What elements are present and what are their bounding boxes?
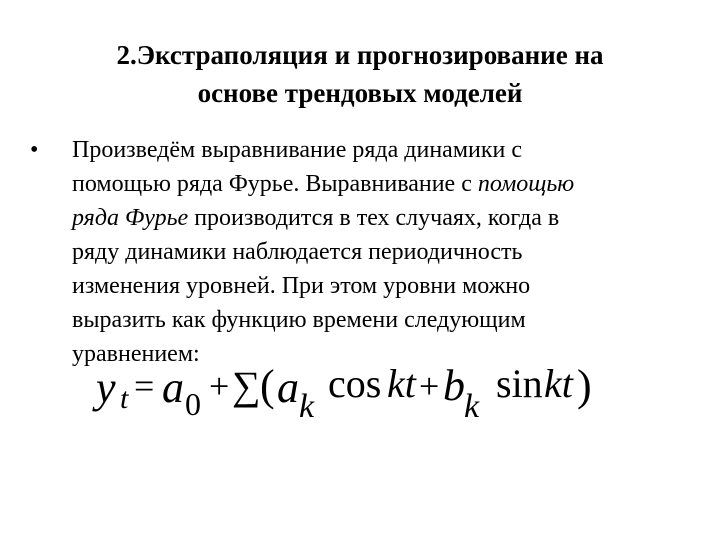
paragraph-line-6: выразить как функцию времени следующим (72, 307, 526, 333)
title-line-2: основе трендовых моделей (197, 78, 523, 108)
formula-k-subscript-2: k (464, 388, 480, 425)
formula-plus-2: + (419, 366, 440, 406)
paragraph-line-4: ряду динамики наблюдается периодичность (72, 239, 523, 265)
title-line-1: 2.Экстраполяция и прогнозирование на (116, 40, 604, 70)
formula-kt-2: kt (544, 361, 573, 406)
fourier-formula (96, 360, 656, 430)
formula-left-paren: ( (260, 361, 275, 410)
paragraph-line-3 (72, 201, 702, 235)
formula-ak: a (277, 363, 299, 412)
paragraph-line-2-italic: помощью (477, 171, 575, 197)
formula-plus-1: + (209, 366, 230, 406)
formula-cos: cos (328, 361, 382, 406)
formula-t-subscript: t (120, 382, 129, 415)
formula-sum-symbol: ∑ (232, 363, 261, 408)
formula-right-paren: ) (577, 361, 592, 410)
formula-equals: = (134, 366, 155, 406)
bullet-paragraph (72, 133, 702, 371)
paragraph-line-3-text: производится в тех случаях, когда в (188, 205, 560, 231)
paragraph-line-2 (72, 167, 702, 201)
bullet-marker: • (30, 137, 39, 163)
paragraph-line-2-text: помощью ряда Фурье. Выравнивание с (72, 171, 478, 197)
formula-k-subscript-1: k (299, 388, 315, 425)
formula-sin: sin (496, 361, 543, 406)
formula-a0: a (162, 363, 184, 412)
bullet-list (30, 133, 710, 371)
formula-y: y (96, 363, 116, 412)
formula-zero-subscript: 0 (185, 386, 201, 422)
formula-bk: b (443, 361, 465, 410)
paragraph-line-7: уравнением: (72, 341, 200, 367)
paragraph-line-3-italic: ряда Фурье (72, 205, 189, 231)
slide-title (40, 36, 680, 112)
formula-kt-1: kt (387, 361, 416, 406)
paragraph-line-5: изменения уровней. При этом уровни можно (72, 273, 531, 299)
paragraph-line-1: Произведём выравнивание ряда динамики с (72, 137, 523, 163)
